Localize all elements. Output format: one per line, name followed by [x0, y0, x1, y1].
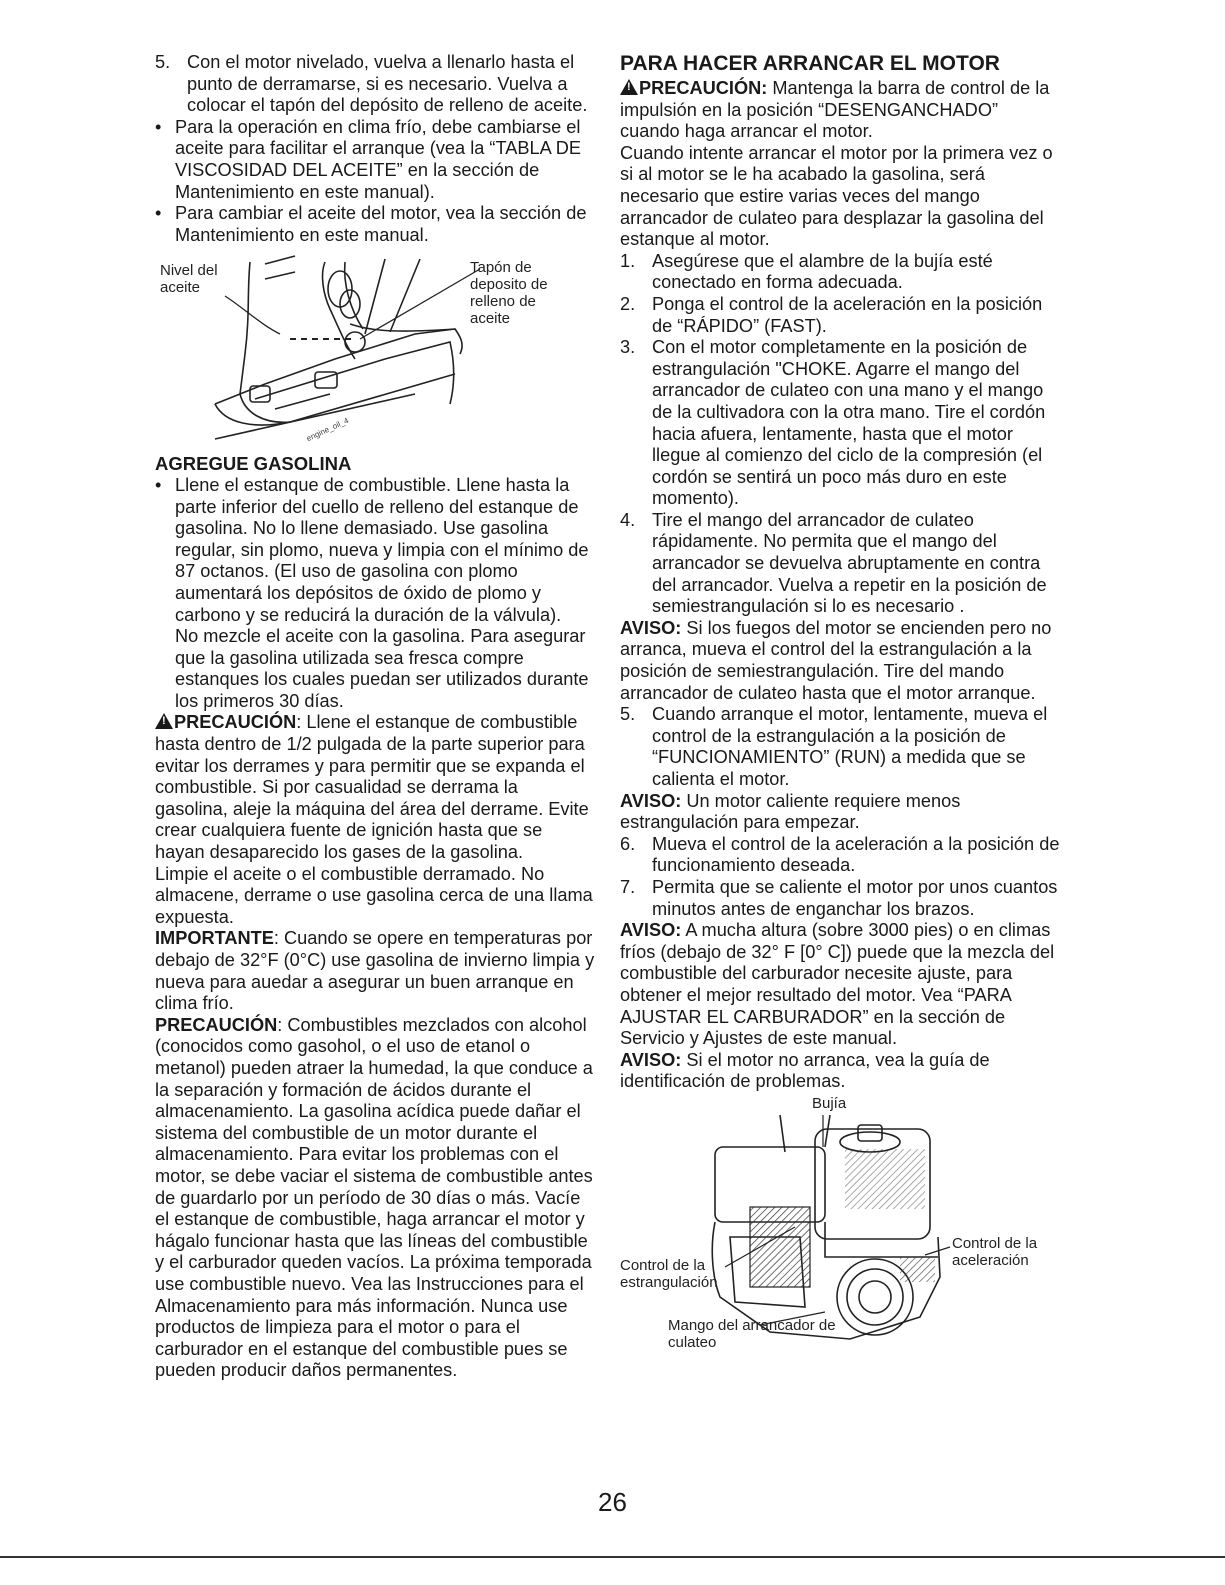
step-number: 7.	[620, 876, 636, 897]
important-label: IMPORTANTE	[155, 928, 274, 949]
notice-label: AVISO:	[620, 617, 682, 638]
oil-level-label: Nivel del aceite	[160, 262, 218, 297]
step-text: Con el motor nivelado, vuelva a llenarlo hasta el punto de derramarse, si es necesario. Vuelva a colocar el tapón del depósito de relleno de aceite.	[187, 52, 588, 116]
oil-cap-label: Tapón de deposito de relleno de aceite	[470, 259, 548, 328]
figure-code: engine_oil_4	[305, 416, 351, 444]
precaution-text: : Llene el estanque de combustible hasta dentro de 1/2 pulgada de la parte superior para evitar los derrames y para permitir que se expanda el combustible. Si por casualidad se derrama la gasolina, aleje la máquina del área del derrame. Evite crear cualquiera fuente de ignición hasta que se hayan desaparecido los gases de la gasolina.	[155, 712, 589, 863]
gas-mix-note: No mezcle el aceite con la gasolina. Para asegurar que la gasolina utilizada sea fresca compre estanques los cuales puedan ser utilizados durante los primeros 30 días.	[175, 626, 589, 711]
choke-control-label: Control de la estrangulación	[620, 1256, 718, 1291]
engine-controls-figure	[620, 1094, 1060, 1357]
precaution-1	[155, 712, 595, 863]
notice-4	[620, 1050, 1060, 1093]
notice-3	[620, 920, 1060, 1050]
start-step-6	[620, 834, 1060, 877]
important-text: : Cuando se opere en temperaturas por debajo de 32°F (0°C) use gasolina de invierno limpia y nueva para auedar a asegurar un buen arranque en clima frío.	[155, 928, 595, 1014]
step-text: Mueva el control de la aceleración a la posición de funcionamiento deseada.	[652, 833, 1060, 876]
gas-bullet	[155, 475, 595, 626]
oil-level-figure	[155, 254, 595, 449]
add-gas-heading: AGREGUE GASOLINA	[155, 453, 352, 475]
notice-2	[620, 791, 1060, 834]
precaution-start	[620, 78, 1060, 143]
clean-spill-note: Limpie el aceite o el combustible derramado. No almacene, derrame o use gasolina cerca de una llama expuesta.	[155, 863, 593, 927]
starter-handle-label: Mango del arrancador de culateo	[668, 1316, 836, 1351]
warning-triangle-icon	[155, 713, 173, 729]
step-text: Ponga el control de la aceleración en la posición de “RÁPIDO” (FAST).	[652, 293, 1043, 336]
bullet-text: Para la operación en clima frío, debe cambiarse el aceite para facilitar el arranque (vea la “TABLA DE VISCOSIDAD DEL ACEITE” en la sección de Mantenimiento en este manual).	[175, 116, 582, 202]
notice-text: Si los fuegos del motor se encienden pero no arranca, mueva el control del la estrangulación a la posición de semiestrangulación. Tire del mando arrancador de culateo hasta que el motor arranque.	[620, 617, 1052, 703]
notice-text: Un motor caliente requiere menos estrangulación para empezar.	[620, 790, 961, 833]
step-number: 6.	[620, 833, 636, 854]
bullet-icon: •	[155, 203, 162, 224]
start-step-3	[620, 337, 1060, 510]
spark-plug-label: Bujía	[812, 1094, 847, 1112]
throttle-control-label: Control de la aceleración	[952, 1234, 1038, 1269]
step-number: 3.	[620, 337, 636, 358]
start-step-1	[620, 251, 1060, 294]
start-step-2	[620, 294, 1060, 337]
step-number: 5.	[155, 52, 171, 72]
notice-label: AVISO:	[620, 790, 682, 811]
step-number: 2.	[620, 293, 636, 314]
oil-step-5	[155, 52, 595, 117]
left-column	[155, 52, 595, 1382]
notice-text: Si el motor no arranca, vea la guía de identificación de problemas.	[620, 1049, 990, 1092]
bullet-text: Para cambiar el aceite del motor, vea la sección de Mantenimiento en este manual.	[175, 203, 587, 245]
important-note	[155, 928, 595, 1014]
page-number: 26	[598, 1487, 627, 1517]
bullet-icon: •	[155, 116, 162, 137]
step-number: 4.	[620, 509, 636, 530]
start-step-5	[620, 704, 1060, 790]
notice-text: A mucha altura (sobre 3000 pies) o en climas fríos (debajo de 32° F [0° C]) puede que la mezcla del combustible del carburador necesite ajuste, para obtener el mejor resultado del motor. Vea “PARA AJUSTAR EL CARBURADOR” en la sección de Servicio y Ajustes de este manual.	[620, 920, 1055, 1049]
notice-label: AVISO:	[620, 920, 682, 941]
bottom-rule	[0, 1556, 1225, 1558]
step-text: Cuando arranque el motor, lentamente, mueva el control de la estrangulación a la posición de “FUNCIONAMIENTO” (RUN) a medida que se calienta el motor.	[652, 704, 1048, 789]
precaution-2	[155, 1015, 595, 1382]
notice-label: AVISO:	[620, 1049, 682, 1070]
right-column	[620, 52, 1060, 1357]
start-step-7	[620, 877, 1060, 920]
step-text: Con el motor completamente en la posición de estrangulación "CHOKE. Agarre el mango del arrancador de culateo con una mano y el mango de la cultivadora con la otra mano. Tire el cordón hacia afuera, lentamente, hasta que el motor llegue al comienzo del ciclo de la compresión (el cordón se sentirá un poco más duro en este momento).	[652, 337, 1046, 509]
precaution-label: PRECAUCIÓN:	[639, 78, 768, 98]
warning-triangle-icon	[620, 79, 638, 95]
precaution-text: Mantenga la barra de control de la impulsión en la posición “DESENGANCHADO” cuando haga arrancar el motor.	[620, 78, 1050, 142]
step-text: Asegúrese que el alambre de la bujía esté conectado en forma adecuada.	[652, 250, 993, 293]
notice-1	[620, 618, 1060, 704]
precaution-text: : Combustibles mezclados con alcohol (conocidos como gasohol, o el uso de etanol o metanol) pueden atraer la humedad, la que conduce a la separación y formación de ácidos durante el almacenamiento. La gasolina acídica puede dañar el sistema del combustible de un motor durante el almacenamiento. Para evitar los problemas con el motor, se debe vaciar el sistema de combustible antes de guardarlo por un período de 30 días o más. Vacíe el estanque de combustible, haga arrancar el motor y hágalo funcionar hasta que las líneas del combustible y el carburador queden vacíos. La próxima temporada use combustible nuevo. Vea las Instrucciones para el Almacenamiento para más información. Nunca use productos de limpieza para el motor o para el carburador en el estanque del combustible pues se pueden producir daños permanentes.	[155, 1014, 593, 1381]
oil-bullet-cold	[155, 117, 595, 203]
bullet-text: Llene el estanque de combustible. Llene hasta la parte inferior del cuello de relleno del estanque de gasolina. No lo llene demasiado. Use gasolina regular, sin plomo, nueva y limpia con el mínimo de 87 octanos. (El uso de gasolina con plomo aumentará los depósitos de óxido de plomo y carbono y se reducirá la duración de la válvula).	[175, 474, 589, 625]
step-text: Tire el mango del arrancador de culateo rápidamente. No permita que el mango del arrancador se devuelva abruptamente en contra del arrancador. Vuelva a repetir en la posición de semiestrangulación si lo es necesario .	[652, 509, 1047, 617]
start-engine-heading: PARA HACER ARRANCAR EL MOTOR	[620, 52, 1000, 75]
step-text: Permita que se caliente el motor por unos cuantos minutos antes de enganchar los brazos.	[652, 876, 1058, 919]
precaution-label: PRECAUCIÓN	[174, 712, 297, 733]
oil-bullet-change	[155, 203, 595, 246]
precaution-label: PRECAUCIÓN	[155, 1014, 278, 1035]
step-number: 1.	[620, 250, 636, 271]
start-intro: Cuando intente arrancar el motor por la primera vez o si al motor se le ha acabado la gasolina, será necesario que estire varias veces del mango arrancador de culateo para desplazar la gasolina del estanque al motor.	[620, 142, 1053, 250]
start-step-4	[620, 510, 1060, 618]
step-number: 5.	[620, 704, 636, 725]
bullet-icon: •	[155, 474, 162, 495]
